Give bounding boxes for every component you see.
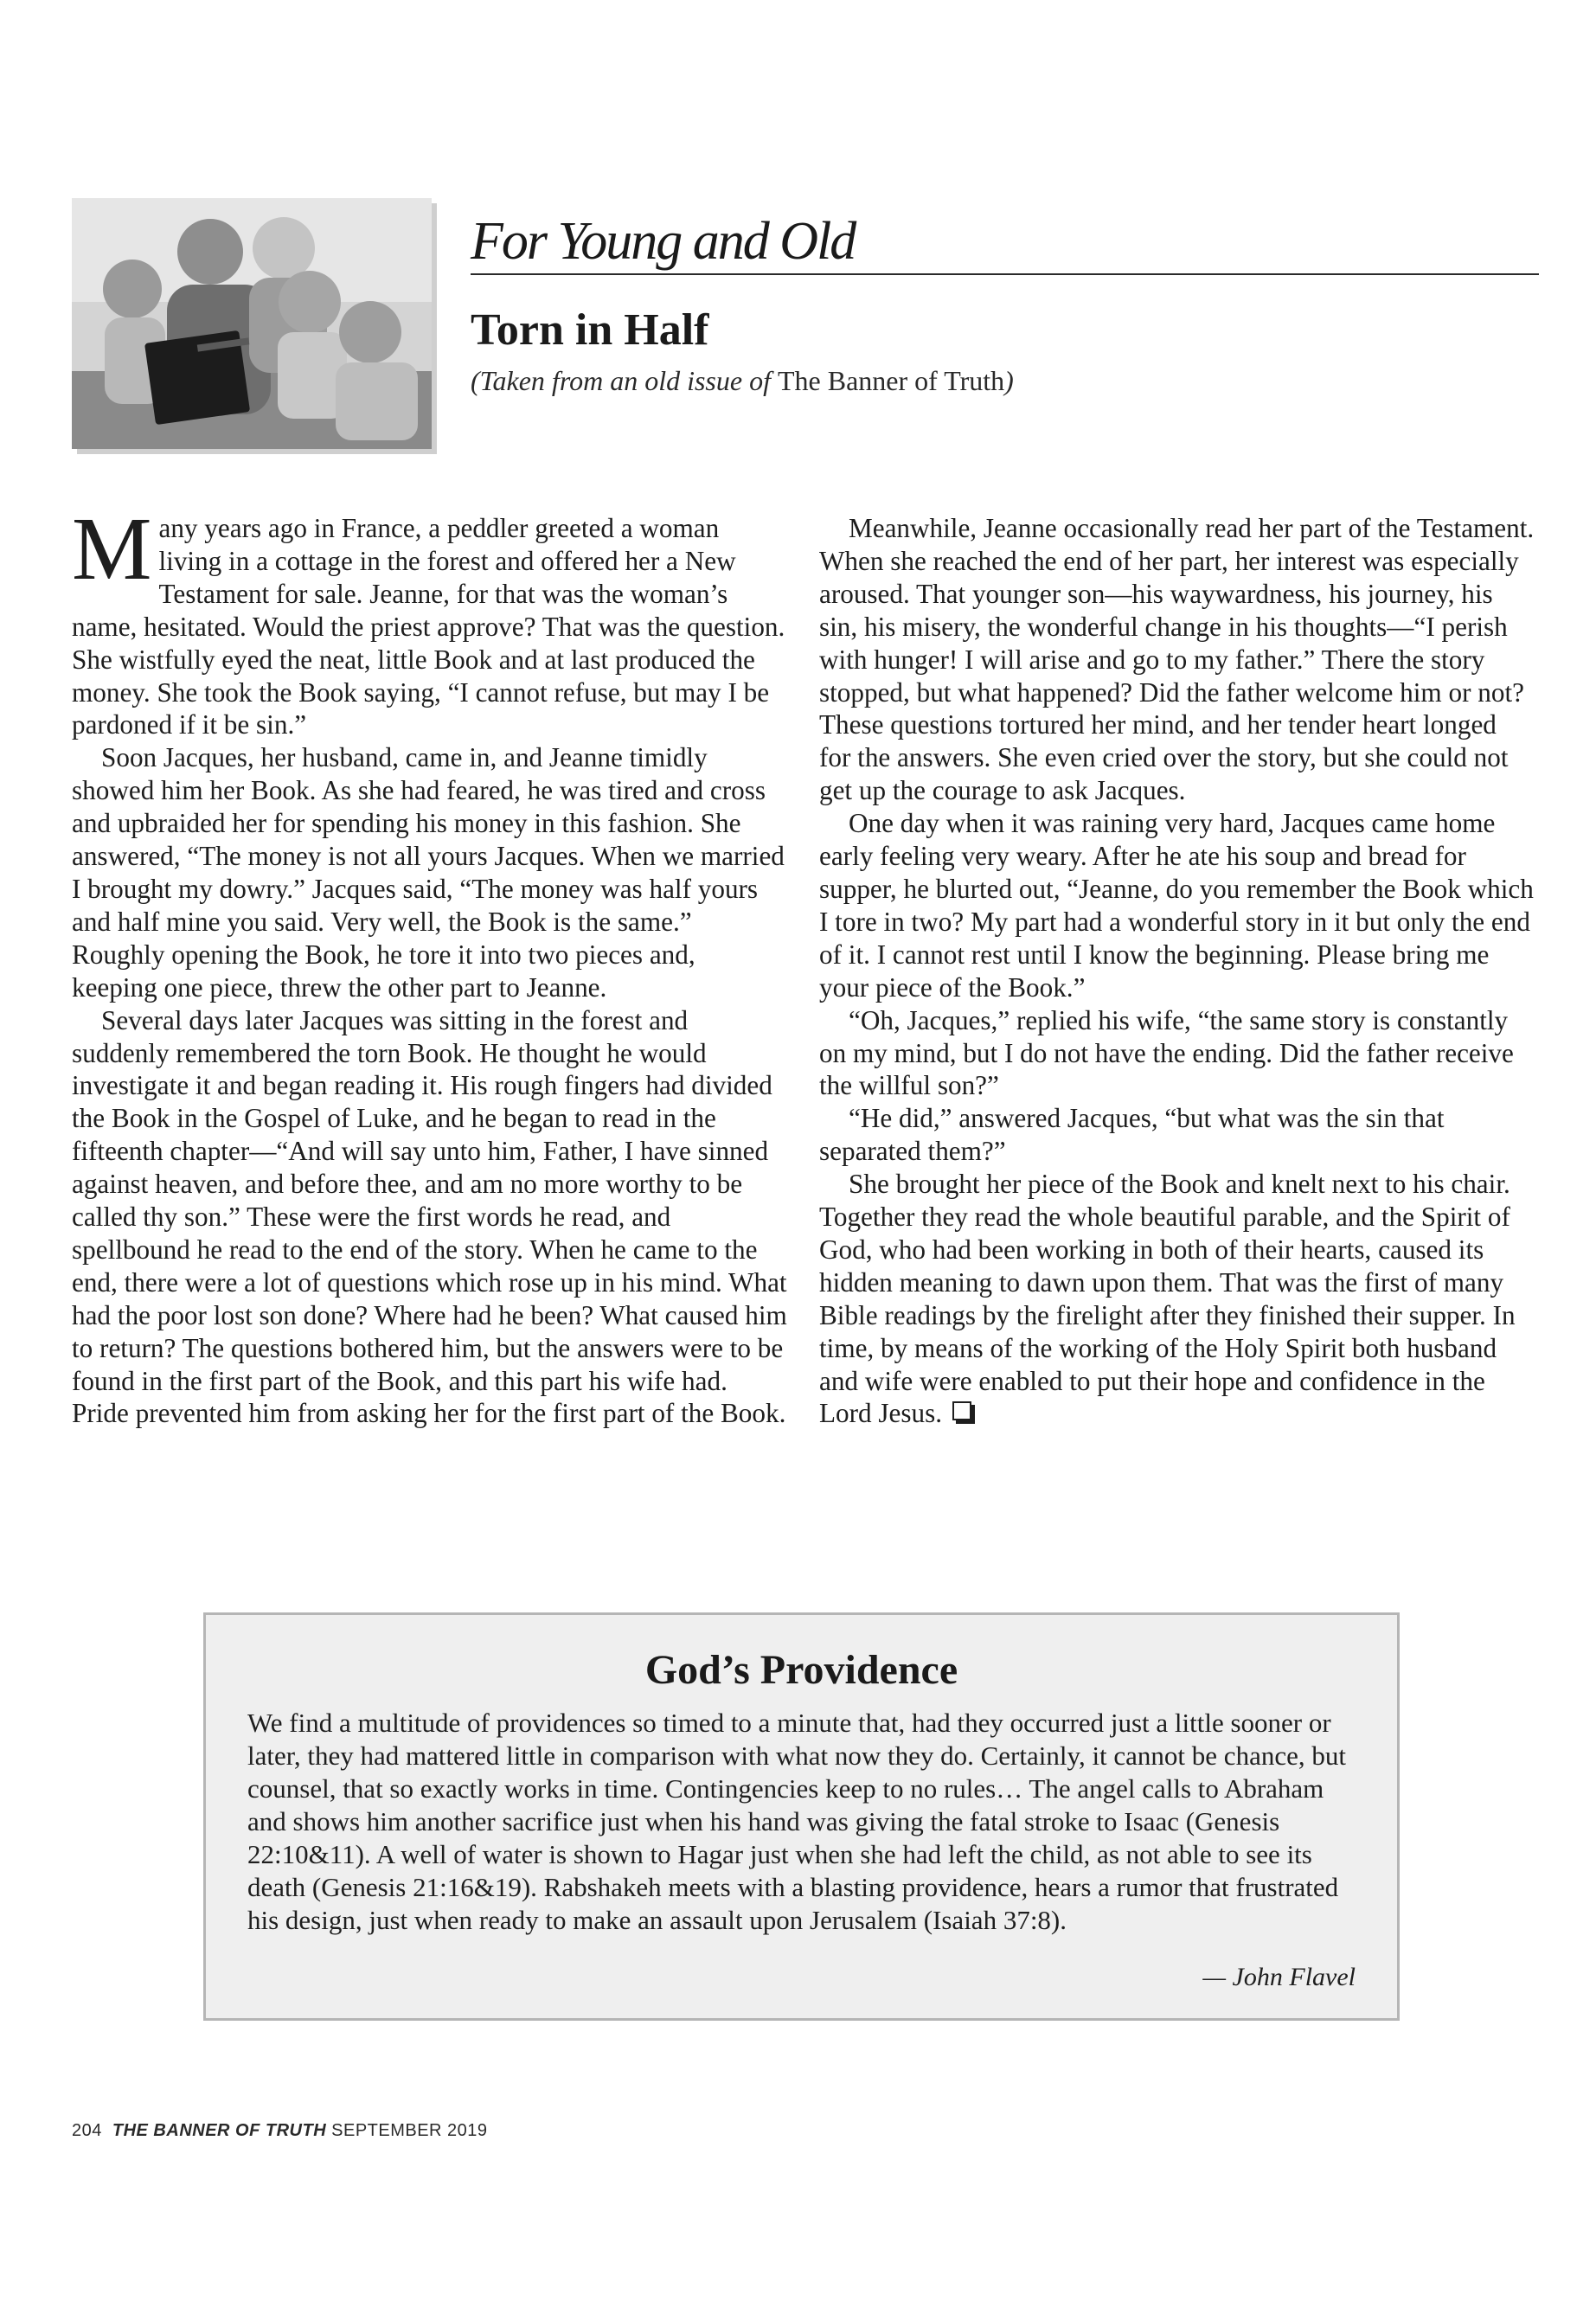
family-reading-bible-photo-icon: [72, 198, 432, 449]
article-paragraph: Several days later Jacques was sitting in the forest and suddenly remembered the torn Book. He thought he would investigate it and began reading it. His rough fingers had divided the Book in the Gospel of Luke, and he began to read in the fifteenth chapter—“And will say unto him, Father, I have sinned against heaven, and before thee, and am no more worthy to be called thy son.” These were the first words he read, and spellbound he read to the end of the story. When he came to the end, there were a lot of questions which rose up in his mind. What had the poor lost son done? Where had he been? What caused him to return? The questions bothered him, but the answers were to be found in the first part of the Book, and this part his wife had. Pride prevented him from asking her for the first part of the Book.: [72, 1004, 787, 1429]
article-title: Torn in Half: [471, 305, 709, 355]
section-title-rule: [471, 273, 1539, 275]
article-source-line: [471, 363, 1014, 398]
article-paragraph: Many years ago in France, a peddler greeted a woman living in a cottage in the forest and offered her a New Testament for sale. Jeanne, for that was the woman’s name, hesitated. Would the priest approve? That was the question. She wistfully eyed the neat, little Book and at last produced the money. She took the Book saying, “I cannot refuse, but may I be pardoned if it be sin.”: [72, 499, 785, 740]
page-footer: [72, 2119, 488, 2142]
article-paragraph-last: She brought her piece of the Book and knelt next to his chair. Together they read the whole beautiful parable, and the Spirit of God, who had been working in both of their hearts, caused its hidden meaning to dawn upon them. That was the first of many Bible readings by the firelight after they finished their supper. In time, by means of the working of the Holy Spirit both husband and wife were enabled to put their hope and confidence in the Lord Jesus.: [819, 1169, 1516, 1429]
page-number: 204: [72, 2121, 102, 2140]
article-paragraph: “He did,” answered Jacques, “but what was the sin that separated them?”: [819, 1103, 1445, 1167]
article-column-right: [819, 512, 1535, 1430]
magazine-name: THE BANNER OF TRUTH: [112, 2121, 327, 2140]
drop-cap: M: [72, 499, 152, 599]
source-name: The Banner of Truth: [777, 365, 1005, 396]
family-reading-photo: [72, 198, 432, 449]
sidebar-title: God’s Providence: [644, 1647, 958, 1693]
section-title: For Young and Old: [471, 212, 856, 271]
article-paragraph: One day when it was raining very hard, Jacques came home early feeling very weary. After he ate his soup and bread for supper, he blurted out, “Jeanne, do you remember the Book which I tore in two? My part had a wonderful story in it but only the end of it. I cannot rest until I know the beginning. Please bring me your piece of the Book.”: [819, 808, 1534, 1003]
source-prefix: (Taken from an old issue of: [471, 365, 771, 396]
providence-sidebar-box: [203, 1612, 1400, 2021]
article-paragraph: “Oh, Jacques,” replied his wife, “the same story is constantly on my mind, but I do not have the ending. Did the father receive the willful son?”: [819, 1004, 1514, 1101]
sidebar-quote-text: We find a multitude of providences so timed to a minute that, had they occurred just a little sooner or later, they had mattered little in comparison with what now they do. Certainly, it cannot be chance, but counsel, that so exactly works in time. Contingencies keep to no rules… The angel calls to Abraham and shows him another sacrifice just when his hand was giving the fatal stroke to Isaac (Genesis 22:10&11). A well of water is shown to Hagar just when she had left the child, as not able to see its death (Genesis 21:16&19). Rabshakeh meets with a blasting providence, hears a rumor that frustrated his design, just when ready to make an assault upon Jerusalem (Isaiah 37:8).: [247, 1708, 1346, 1935]
article-column-left: [72, 499, 787, 1430]
article-paragraph: Soon Jacques, her husband, came in, and Jeanne timidly showed him her Book. As she had feared, he was tired and cross and upbraided her for spending his money in this fashion. She answered, “The money is not all yours Jacques. When we married I brought my dowry.” Jacques said, “The money was half yours and half mine you said. Very well, the Book is the same.” Roughly opening the Book, he tore it into two pieces and, keeping one piece, threw the other part to Jeanne.: [72, 742, 785, 1003]
issue-date: SEPTEMBER 2019: [331, 2121, 488, 2140]
source-suffix: ): [1004, 365, 1014, 396]
end-of-article-box-icon: [952, 1401, 971, 1420]
article-paragraph: Meanwhile, Jeanne occasionally read her part of the Testament. When she reached the end of her part, her interest was especially aroused. That younger son—his waywardness, his journey, his sin, his misery, the wonderful change in his thoughts—“I perish with hunger! I will arise and go to my father.” There the story stopped, but what happened? Did the father welcome him or not? These questions tortured her mind, and her tender heart longed for the answers. She even cried over the story, but she could not get up the courage to ask Jacques.: [819, 513, 1535, 806]
sidebar-attribution: — John Flavel: [1202, 1963, 1356, 1991]
